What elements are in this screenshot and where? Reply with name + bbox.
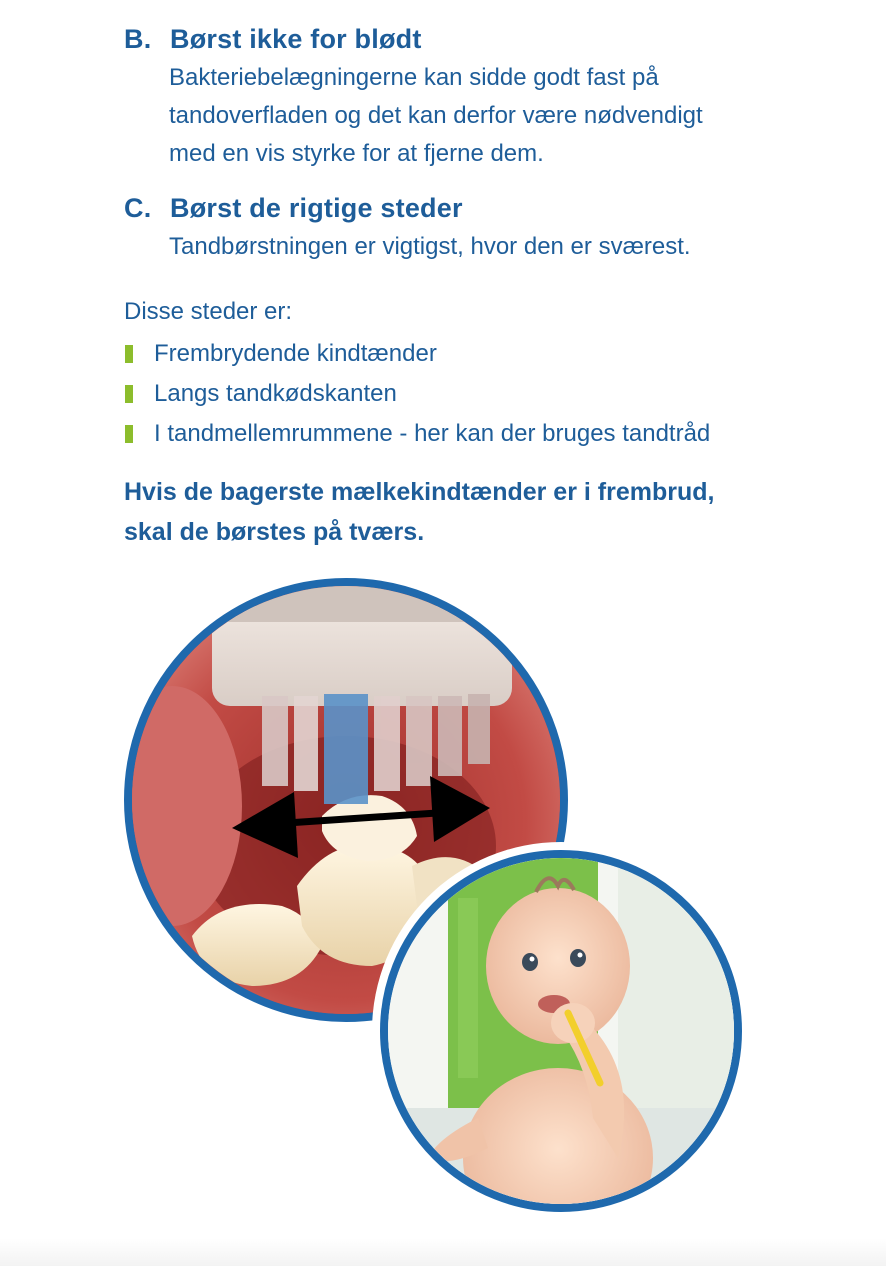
list-item-text: I tandmellemrummene - her kan der bruges tandtråd bbox=[154, 420, 711, 447]
section-c-heading bbox=[124, 193, 844, 224]
places-intro: Disse steder er: bbox=[124, 298, 293, 325]
list-item bbox=[124, 374, 710, 414]
baby-brushing-photo bbox=[380, 850, 742, 1212]
green-bullet-icon bbox=[125, 425, 133, 443]
section-b-letter: B. bbox=[124, 24, 152, 54]
section-b bbox=[124, 24, 844, 173]
green-bullet-icon bbox=[125, 385, 133, 403]
section-c-letter: C. bbox=[124, 193, 152, 223]
callout-line: skal de børstes på tværs. bbox=[124, 518, 425, 546]
list-item-text: Langs tandkødskanten bbox=[154, 380, 397, 407]
callout-text bbox=[124, 472, 824, 552]
section-c bbox=[124, 193, 844, 266]
section-c-body bbox=[169, 228, 844, 266]
places-list bbox=[124, 334, 710, 454]
list-item bbox=[124, 414, 710, 454]
list-item-text: Frembrydende kindtænder bbox=[154, 340, 437, 367]
section-c-title: Børst de rigtige steder bbox=[170, 193, 463, 223]
callout-line: Hvis de bagerste mælkekindtænder er i frembrud, bbox=[124, 478, 715, 506]
section-b-body bbox=[169, 59, 844, 173]
section-b-title: Børst ikke for blødt bbox=[170, 24, 422, 54]
section-b-heading bbox=[124, 24, 844, 55]
baby-illustration bbox=[388, 858, 734, 1204]
section-b-line: Bakteriebelægningerne kan sidde godt fast på bbox=[169, 64, 659, 91]
page-bottom-edge bbox=[0, 1238, 886, 1266]
section-b-line: tandoverfladen og det kan derfor være nødvendigt bbox=[169, 102, 703, 129]
places-block bbox=[124, 294, 710, 454]
green-bullet-icon bbox=[125, 345, 133, 363]
section-c-line: Tandbørstningen er vigtigst, hvor den er sværest. bbox=[169, 233, 691, 260]
section-b-line: med en vis styrke for at fjerne dem. bbox=[169, 140, 544, 167]
list-item bbox=[124, 334, 710, 374]
